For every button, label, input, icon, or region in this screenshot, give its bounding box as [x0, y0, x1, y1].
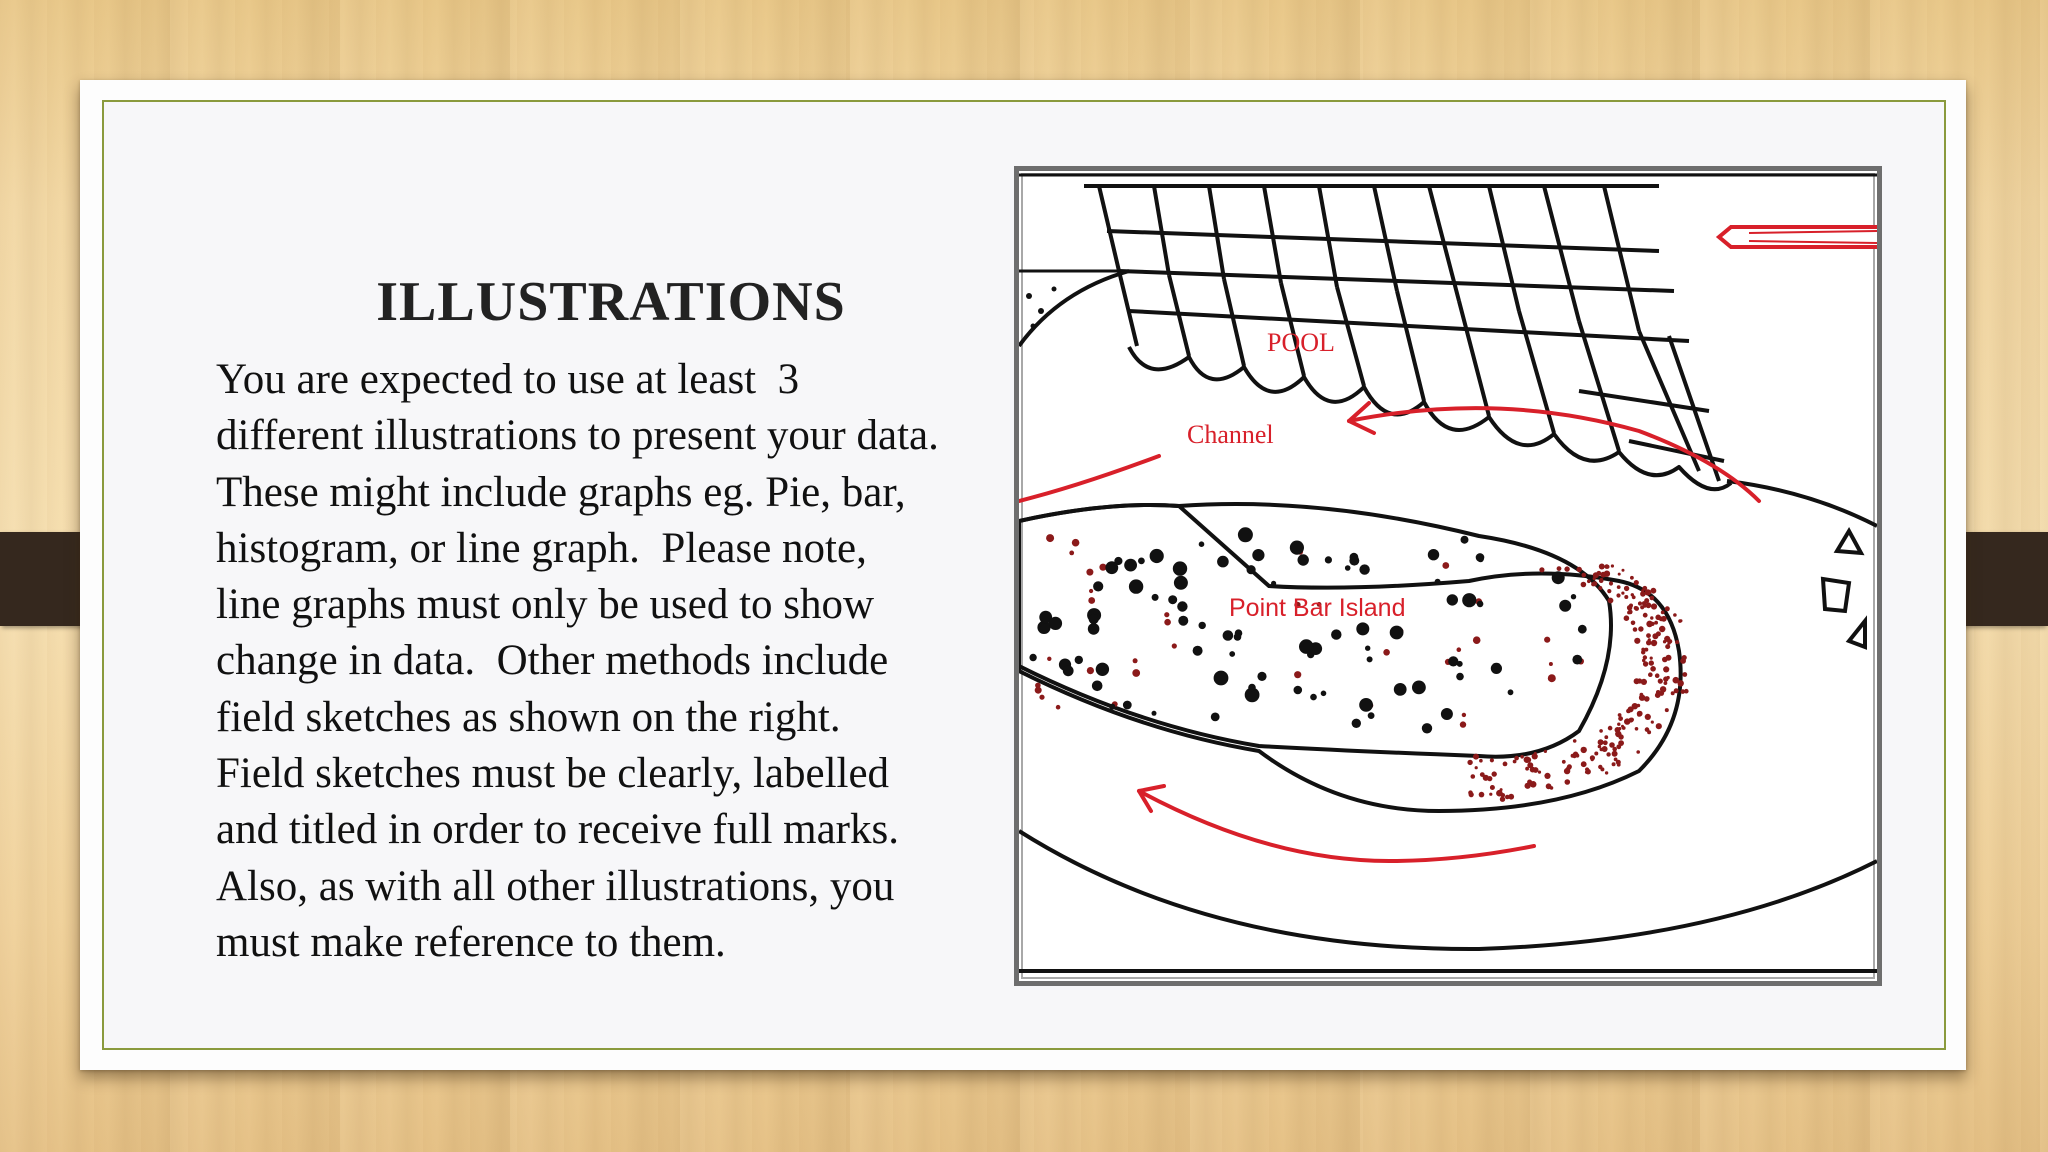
fine-sediment-dot [1479, 759, 1483, 763]
fine-sediment-dot [1039, 695, 1044, 700]
coarse-sediment-dot [1491, 663, 1502, 674]
coarse-sediment-dot [1089, 614, 1099, 624]
fine-sediment-dot [1626, 709, 1631, 714]
body-line: field sketches as shown on the right. [216, 693, 841, 741]
fine-sediment-dot [1624, 615, 1630, 621]
coarse-sediment-dot [1138, 558, 1145, 565]
fine-sediment-dot [1642, 659, 1645, 662]
fine-sediment-dot [1646, 621, 1653, 628]
body-line: must make reference to them. [216, 918, 726, 966]
coarse-sediment-dot [1578, 625, 1587, 634]
flow-arrows [1019, 403, 1759, 861]
fine-sediment-dot [1636, 750, 1640, 754]
fine-sediment-dot [1069, 551, 1074, 556]
fine-sediment-dot [1544, 750, 1547, 753]
fine-sediment-dot [1680, 619, 1683, 622]
fine-sediment-dot [1634, 638, 1640, 644]
fine-sediment-dot [1473, 754, 1479, 760]
fine-sediment-dot [1643, 613, 1648, 618]
field-sketch-svg [1019, 171, 1877, 981]
fine-sediment-dot [1489, 793, 1492, 796]
coarse-sediment-dot [1105, 561, 1118, 574]
fine-sediment-dot [1652, 633, 1658, 639]
fine-sediment-dot [1508, 794, 1514, 800]
fine-sediment-dot [1612, 747, 1617, 752]
fine-sediment-dot [1527, 762, 1533, 768]
coarse-sediment-dot [1428, 549, 1439, 560]
fine-sediment-dot [1608, 598, 1614, 604]
fine-sediment-dot [1618, 716, 1623, 721]
coarse-sediment-dot [1150, 549, 1164, 563]
coarse-sediment-dot [1350, 553, 1359, 562]
fine-sediment-dot [1609, 581, 1613, 585]
coarse-sediment-dot [1123, 701, 1132, 710]
lower-flow-arrow [1139, 791, 1534, 861]
fine-sediment-dot [1678, 680, 1684, 686]
fine-sediment-dot [1581, 582, 1587, 588]
point-bar-label: Point Bar Island [1229, 594, 1406, 622]
fine-sediment-dot [1665, 606, 1670, 611]
fine-sediment-dot [1665, 708, 1669, 712]
slide-title: ILLUSTRATIONS [376, 271, 846, 333]
coarse-sediment-dot [1508, 689, 1514, 695]
coarse-sediment-dot [1252, 549, 1264, 561]
fine-sediment-dot [1475, 766, 1478, 769]
fine-sediment-dot [1538, 771, 1541, 774]
left-flow-arrow [1019, 456, 1159, 501]
right-bank [1727, 481, 1877, 526]
body-line: change in data. Other methods include [216, 637, 889, 685]
fine-sediment-dot [1606, 752, 1610, 756]
coarse-sediment-dot [1477, 556, 1484, 563]
coarse-sediment-dot [1365, 646, 1370, 651]
fine-sediment-dot [1624, 595, 1628, 599]
fine-sediment-dot [1633, 627, 1638, 632]
fine-sediment-dot [1605, 771, 1608, 774]
fine-sediment-dot [1618, 713, 1622, 717]
fine-sediment-dot [1659, 626, 1665, 632]
fine-sediment-dot [1665, 644, 1670, 649]
body-line: Field sketches must be clearly, labelled [216, 750, 890, 798]
fine-sediment-dot [1581, 761, 1587, 767]
fine-sediment-dot [1655, 615, 1661, 621]
fine-sediment-dot [1682, 672, 1687, 677]
coarse-sediment-dot [1193, 646, 1203, 656]
coarse-sediment-dot [1331, 629, 1341, 639]
fine-sediment-dot [1483, 775, 1489, 781]
fine-sediment-dot [1674, 688, 1679, 693]
fine-sediment-dot [1640, 693, 1644, 697]
fine-sediment-dot [1599, 578, 1604, 583]
fine-sediment-dot [1599, 564, 1605, 570]
fine-sediment-dot [1468, 790, 1473, 795]
fine-sediment-dot [1634, 678, 1640, 684]
fine-sediment-dot [1630, 576, 1634, 580]
coarse-sediment-dot [1049, 617, 1062, 630]
coarse-sediment-dot [1456, 673, 1464, 681]
fine-sediment-dot [1581, 747, 1587, 753]
fine-sediment-dot [1638, 601, 1642, 605]
fine-sediment-dot [1598, 586, 1602, 590]
fine-sediment-dot [1582, 573, 1587, 578]
coarse-sediment-dot [1238, 527, 1253, 542]
fine-sediment-dot [1617, 723, 1620, 726]
fine-sediment-dot [1616, 593, 1620, 597]
fine-sediment-dot [1629, 718, 1634, 723]
coarse-sediment-dot [1063, 665, 1074, 676]
fine-sediment-dot [1600, 572, 1606, 578]
fine-sediment-dot [1655, 673, 1660, 678]
coarse-sediment-dot [1271, 581, 1276, 586]
fine-sediment-dot [1577, 567, 1582, 572]
fine-sediment-dot [1663, 666, 1669, 672]
fine-sediment-dot [1632, 703, 1638, 709]
fine-sediment-dot [1294, 671, 1301, 678]
fine-sediment-dot [1533, 767, 1539, 773]
coarse-sediment-dot [1368, 712, 1375, 719]
coarse-sediment-dot [1294, 686, 1303, 695]
coarse-sediment-dot [1422, 723, 1432, 733]
coarse-sediment-dot [1178, 616, 1188, 626]
fine-sediment-dot [1673, 613, 1677, 617]
fine-sediment-dot [1172, 643, 1177, 648]
fine-sediment-dot [1548, 674, 1556, 682]
fine-sediment-dot [1598, 745, 1602, 749]
fine-sediment-dot [1617, 763, 1621, 767]
fine-sediment-dot [1684, 689, 1689, 694]
coarse-sediment-dot [1211, 713, 1220, 722]
fine-sediment-dot [1608, 726, 1613, 731]
coarse-sediment-dot [1552, 571, 1565, 584]
fine-sediment-dot [1473, 636, 1481, 644]
fine-sediment-dot [1632, 595, 1636, 599]
coarse-sediment-dot [1248, 684, 1256, 692]
fine-sediment-dot [1616, 744, 1621, 749]
fine-sediment-dot [1525, 783, 1531, 789]
fine-sediment-dot [1047, 657, 1051, 661]
coarse-sediment-dot [1096, 663, 1109, 676]
fine-sediment-dot [1089, 589, 1093, 593]
fine-sediment-dot [1442, 562, 1449, 569]
fine-sediment-dot [1651, 721, 1654, 724]
coarse-sediment-dot [1152, 594, 1159, 601]
coarse-sediment-dot [1093, 581, 1103, 591]
fine-sediment-dot [1666, 655, 1672, 661]
fine-sediment-dot [1544, 773, 1550, 779]
fine-sediment-dot [1650, 616, 1653, 619]
fine-sediment-dot [1607, 589, 1611, 593]
stone-bank [1084, 186, 1731, 489]
fine-sediment-dot [1635, 727, 1639, 731]
fine-sediment-dot [1648, 672, 1653, 677]
fine-sediment-dot [1606, 565, 1610, 569]
fine-sediment-dot [1663, 676, 1668, 681]
coarse-sediment-dot [1092, 681, 1103, 692]
fine-sediment-dot [1544, 637, 1550, 643]
fine-sediment-dot [1599, 729, 1603, 733]
slide-body-text [216, 352, 1016, 971]
coarse-sediment-dot [1174, 576, 1188, 590]
upper-left-bank [1019, 271, 1129, 346]
coarse-sediment-dot [1214, 671, 1229, 686]
fine-sediment-dot [1654, 621, 1658, 625]
fine-sediment-dot [1457, 647, 1462, 652]
coarse-sediment-dot [1356, 622, 1369, 635]
fine-sediment-dot [1591, 758, 1594, 761]
fine-sediment-dot [1530, 781, 1537, 788]
coarse-sediment-dot [1447, 594, 1458, 605]
fine-sediment-dot [1164, 612, 1169, 617]
fine-sediment-dot [1644, 598, 1649, 603]
coarse-sediment-dot [1477, 601, 1484, 608]
fine-sediment-dot [1479, 792, 1485, 798]
coarse-sediment-dot [1234, 633, 1242, 641]
fine-sediment-dot [1573, 752, 1579, 758]
coarse-sediment-dot [1572, 655, 1582, 665]
fine-sediment-dot [1640, 605, 1644, 609]
fine-sediment-dot [1618, 734, 1623, 739]
fine-sediment-dot [1500, 797, 1505, 802]
coarse-sediment-dot [1412, 681, 1426, 695]
fine-sediment-dot [1133, 658, 1138, 663]
fine-sediment-dot [1035, 687, 1042, 694]
fine-sediment-dot [1644, 696, 1650, 702]
fine-sediment-dot [1056, 705, 1061, 710]
fine-sediment-dot [1564, 566, 1569, 571]
coarse-sediment-dot [1075, 656, 1083, 664]
coarse-sediment-dot [1223, 630, 1234, 641]
fine-sediment-dot [1534, 752, 1537, 755]
fine-sediment-dot [1648, 638, 1651, 641]
fine-sediment-dot [1634, 606, 1638, 610]
fine-sediment-dot [1072, 539, 1080, 547]
fine-sediment-dot [1612, 751, 1618, 757]
coarse-sediment-dot [1461, 536, 1469, 544]
fine-sediment-dot [1650, 596, 1655, 601]
fine-sediment-dot [1650, 666, 1656, 672]
coarse-sediment-dot [1321, 691, 1327, 697]
fine-sediment-dot [1088, 597, 1095, 604]
fine-sediment-dot [1660, 686, 1666, 692]
coarse-sediment-dot [1310, 694, 1317, 701]
coarse-sediment-dot [1390, 626, 1404, 640]
coarse-sediment-dot [1247, 565, 1256, 574]
coarse-sediment-dot [1229, 651, 1235, 657]
coarse-sediment-dot [1571, 594, 1576, 599]
fine-sediment-dot [1496, 790, 1503, 797]
body-line: histogram, or line graph. Please note, [216, 524, 867, 572]
outer-bank [1019, 831, 1877, 949]
coarse-sediment-dot [1367, 656, 1373, 662]
fine-sediment-dot [1132, 669, 1140, 677]
coarse-sediment-dot [1129, 579, 1143, 593]
fine-sediment-dot [1627, 605, 1632, 610]
fine-sediment-dot [1603, 740, 1608, 745]
channel-label: Channel [1187, 420, 1274, 449]
coarse-sediment-dot [1299, 639, 1314, 654]
fine-sediment-dot [1638, 626, 1643, 631]
fine-sediment-dot [1658, 679, 1663, 684]
coarse-sediment-dot [1199, 541, 1205, 547]
fine-sediment-dot [1549, 662, 1553, 666]
fine-sediment-dot [1661, 611, 1665, 615]
fine-sediment-dot [1651, 603, 1657, 609]
pool-label: POOL [1267, 328, 1335, 357]
fine-sediment-dot [1624, 586, 1629, 591]
fine-sediment-dot [1503, 762, 1508, 767]
fine-sediment-dot [1642, 586, 1647, 591]
fine-sediment-dot [1651, 640, 1657, 646]
fine-sediment-dot [1637, 712, 1642, 717]
coarse-sediment-dot [1088, 623, 1100, 635]
fine-sediment-dot [1622, 569, 1625, 572]
fine-sediment-dot [1557, 566, 1562, 571]
coarse-sediment-dot [1168, 595, 1177, 604]
coarse-sediment-dot [1448, 656, 1458, 666]
fine-sediment-dot [1631, 621, 1636, 626]
coarse-sediment-dot [1352, 719, 1361, 728]
fine-sediment-dot [1587, 580, 1591, 584]
inflow-arrow-icon [1719, 227, 1877, 247]
body-line: and titled in order to receive full marks. [216, 806, 899, 854]
body-line: line graphs must only be used to show [216, 581, 875, 629]
fine-sediment-dot [1612, 762, 1616, 766]
coarse-sediment-dot [1124, 559, 1137, 572]
fine-sediment-dot [1598, 765, 1602, 769]
fine-sediment-dot [1460, 721, 1466, 727]
coarse-sediment-dot [1109, 704, 1115, 710]
fine-sediment-dot [1617, 585, 1621, 589]
coarse-sediment-dot [1559, 600, 1571, 612]
fine-sediment-dot [1645, 714, 1651, 720]
fine-sediment-dot [1164, 619, 1171, 626]
fine-sediment-dot [1585, 767, 1589, 771]
fine-sediment-dot [1490, 785, 1495, 790]
fine-sediment-dot [1611, 564, 1614, 567]
fine-sediment-dot [1650, 657, 1653, 660]
fine-sediment-dot [1596, 571, 1601, 576]
fine-sediment-dot [1383, 649, 1390, 656]
fine-sediment-dot [1647, 730, 1651, 734]
fine-sediment-dot [1490, 758, 1494, 762]
coarse-sediment-dot [1462, 593, 1476, 607]
fine-sediment-dot [1604, 735, 1608, 739]
coarse-sediment-dot [1177, 601, 1187, 611]
fine-sediment-dot [1573, 739, 1577, 743]
body-line: different illustrations to present your data. [216, 412, 939, 460]
fine-sediment-dot [1087, 667, 1094, 674]
coarse-sediment-dot [1290, 541, 1304, 555]
fine-sediment-dot [1675, 640, 1679, 644]
fine-sediment-dot [1591, 582, 1595, 586]
fine-sediment-dot [1513, 760, 1517, 764]
coarse-sediment-dot [1298, 554, 1309, 565]
body-line: You are expected to use at least 3 [216, 356, 800, 403]
fine-sediment-dot [1567, 764, 1572, 769]
coarse-sediment-dot [1217, 556, 1229, 568]
body-line: These might include graphs eg. Pie, bar, [216, 468, 906, 516]
fine-sediment-dot [1618, 573, 1621, 576]
fine-sediment-dot [1621, 592, 1624, 595]
fine-sediment-dot [1622, 726, 1626, 730]
fine-sediment-dot [1651, 588, 1657, 594]
fine-sediment-dot [1562, 760, 1566, 764]
fine-sediment-dot [1046, 534, 1054, 542]
fine-sediment-dot [1550, 786, 1554, 790]
fine-sediment-dot [1682, 655, 1687, 660]
fine-sediment-dot [1462, 713, 1466, 717]
coarse-sediment-dot [1359, 564, 1369, 574]
coarse-sediment-dot [1173, 561, 1187, 575]
fine-sediment-dot [1649, 660, 1654, 665]
coarse-sediment-dot [1325, 556, 1332, 563]
fine-sediment-dot [1644, 648, 1648, 652]
coarse-sediment-dot [1435, 579, 1441, 585]
coarse-sediment-dot [1394, 683, 1407, 696]
coarse-sediment-dot [1441, 708, 1453, 720]
fine-sediment-dot [1634, 580, 1639, 585]
fine-sediment-dot [1593, 577, 1596, 580]
coarse-sediment-dot [1152, 711, 1157, 716]
right-bank-stones [1823, 531, 1865, 647]
point-bar-inner-boundary [1019, 504, 1611, 757]
coarse-sediment-dot [1199, 622, 1206, 629]
fine-sediment-dot [1565, 779, 1571, 785]
fine-sediment-dot [1539, 567, 1544, 572]
fine-sediment-dot [1492, 771, 1497, 776]
fine-sediment-dot [1615, 727, 1621, 733]
coarse-sediment-dot [1359, 698, 1373, 712]
fine-sediment-dot [1471, 774, 1476, 779]
fine-sediment-dot [1086, 569, 1093, 576]
body-line: Also, as with all other illustrations, you [216, 862, 895, 910]
fine-sediment-dot [1598, 739, 1604, 745]
coarse-sediment-dot [1345, 565, 1351, 571]
fine-sediment-dot [1520, 755, 1524, 759]
coarse-sediment-dot [1257, 672, 1266, 681]
fine-sediment-dot [1525, 757, 1531, 763]
fine-sediment-dot [1656, 723, 1662, 729]
fine-sediment-dot [1594, 752, 1598, 756]
field-sketch-figure [1014, 166, 1882, 986]
fine-sediment-dot [1467, 760, 1472, 765]
coarse-sediment-dot [1029, 654, 1036, 661]
fine-sediment-dot [1663, 640, 1666, 643]
fine-sediment-dot [1646, 633, 1651, 638]
